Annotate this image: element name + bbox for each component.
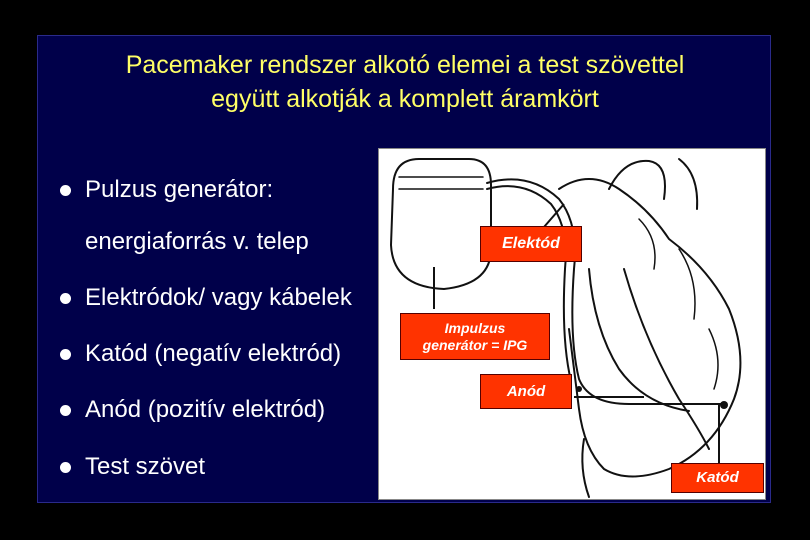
title-line-2: együtt alkotják a komplett áramkört [211,85,599,113]
title-line-1: Pacemaker rendszer alkotó elemei a test szövettel [125,51,685,79]
bullet-dot-icon [60,293,71,304]
bullet-text: Test szövet [85,453,206,480]
label-cathode: Katód [671,463,764,493]
body-contour [582,439,589,497]
label-electrode: Elektód [480,226,582,262]
label-anode: Anód [480,374,572,409]
label-ipg-line-1: Impulzus [444,320,506,336]
bullet-dot-icon [60,185,71,196]
bullet-text: Katód (negatív elektród) [85,340,342,367]
bullet-dot-icon [60,349,71,360]
bullet-text: Pulzus generátor: [85,176,274,203]
vena-cava [679,159,697,209]
septum [624,269,709,449]
heart-outline [559,179,740,477]
bullet-text: Elektródok/ vagy kábelek [85,284,352,311]
heart-detail [639,219,718,389]
aorta [609,161,665,199]
bullet-subline: energiaforrás v. telep [85,228,309,255]
bullet-text: Anód (pozitív elektród) [85,396,326,423]
generator-header [399,177,483,189]
slide-title [60,48,750,116]
pulse-generator-case [391,159,491,289]
bullet-dot-icon [60,462,71,473]
label-ipg-line-2: generátor = IPG [422,337,528,353]
cathode-tip [720,401,728,409]
lead-wire [487,179,724,404]
anode-ring [576,386,582,392]
bullet-dot-icon [60,405,71,416]
label-ipg [400,313,550,360]
